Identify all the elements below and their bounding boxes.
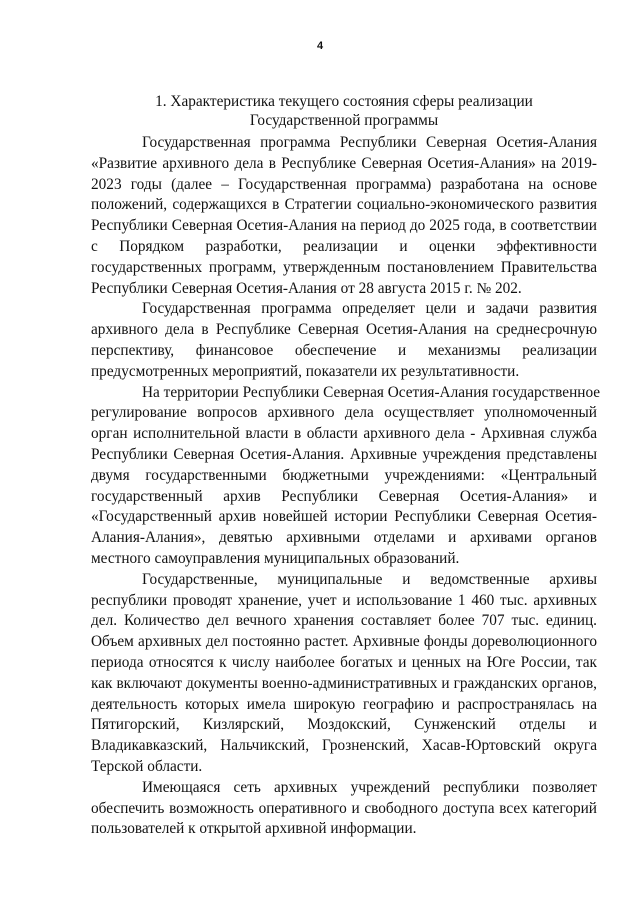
text-line: «Развитие архивного дела в Республике Северная Осетия-Алания» на 2019- [91, 154, 597, 172]
text-line: Республики Северная Осетия-Алания. Архивные учреждения представлены [91, 445, 597, 463]
text-line: местного самоуправления муниципальных образований. [91, 549, 460, 567]
text-line: деятельность которых имела широкую географию и распространялась на [91, 695, 597, 713]
text-line: двумя государственными бюджетными учреждениями: «Центральный [91, 466, 597, 484]
paragraph [91, 299, 597, 382]
text-line: республики проводят хранение, учет и использование 1 460 тыс. архивных [91, 591, 597, 609]
text-line: орган исполнительной власти в области архивного дела - Архивная служба [91, 425, 597, 443]
page-number: 4 [316, 40, 324, 52]
text-line: как включают документы военно-административных и гражданских органов, [91, 674, 597, 692]
text-line: Государственная программа определяет цели и задачи развития [142, 300, 597, 318]
text-line: дел. Количество дел вечного хранения составляет более 707 тыс. единиц. [91, 612, 597, 630]
text-line: Государственная программа Республики Северная Осетия-Алания [142, 134, 597, 151]
text-line: Имеющаяся сеть архивных учреждений республики позволяет [142, 778, 597, 796]
section-heading-line: Государственной программы [249, 112, 439, 129]
text-line: На территории Республики Северная Осетия-Алания государственное [142, 383, 601, 401]
text-line: с Порядком разработки, реализации и оценки эффективности [91, 237, 597, 255]
text-line: предусмотренных мероприятий, показатели их результативности. [91, 362, 520, 380]
text-line: архивного дела в Республике Северная Осетия-Алания на среднесрочную [91, 321, 597, 339]
text-line: государственных программ, утвержденным постановлением Правительства [91, 258, 597, 276]
text-line: Терской области. [91, 757, 203, 775]
text-line: обеспечить возможность оперативного и свободного доступа всех категорий [91, 799, 597, 817]
text-line: Пятигорский, Кизлярский, Моздокский, Сунженский отделы и [91, 716, 597, 734]
text-line: «Государственный архив новейшей истории Республики Северная Осетия- [91, 508, 597, 526]
text-line: пользователей к открытой архивной информации. [91, 820, 417, 838]
text-line: Владикавказский, Нальчикский, Грозненский, Хасав-Юртовский округа [91, 737, 597, 755]
text-line: государственный архив Республики Северная Осетия-Алания» и [91, 487, 597, 505]
text-line: регулирование вопросов архивного дела осуществляет уполномоченный [91, 404, 597, 422]
text-line: положений, содержащихся в Стратегии социально-экономического развития [91, 196, 597, 214]
text-line: 2023 годы (далее – Государственная программа) разработана на основе [91, 175, 597, 193]
paragraph [91, 778, 597, 840]
text-line: периода относятся к числу наиболее богатых и ценных на Юге России, так [91, 653, 597, 671]
paragraph [91, 133, 597, 299]
section-heading [91, 92, 597, 130]
text-line: Республики Северная Осетия-Алания на период до 2025 года, в соответствии [91, 217, 597, 235]
text-line: Объем архивных дел постоянно растет. Архивные фонды дореволюционного [91, 633, 597, 651]
text-line: Государственные, муниципальные и ведомственные архивы [142, 570, 597, 588]
paragraph [91, 383, 601, 570]
document-body [91, 133, 601, 840]
text-line: Республики Северная Осетия-Алания от 28 августа 2015 г. № 202. [91, 279, 522, 297]
text-line: перспективу, финансовое обеспечение и механизмы реализации [91, 341, 597, 359]
text-line: Алания-Алания», девятью архивными отделами и архивами органов [91, 529, 597, 547]
paragraph [91, 570, 597, 778]
section-heading-line: 1. Характеристика текущего состояния сферы реализации [155, 93, 533, 110]
